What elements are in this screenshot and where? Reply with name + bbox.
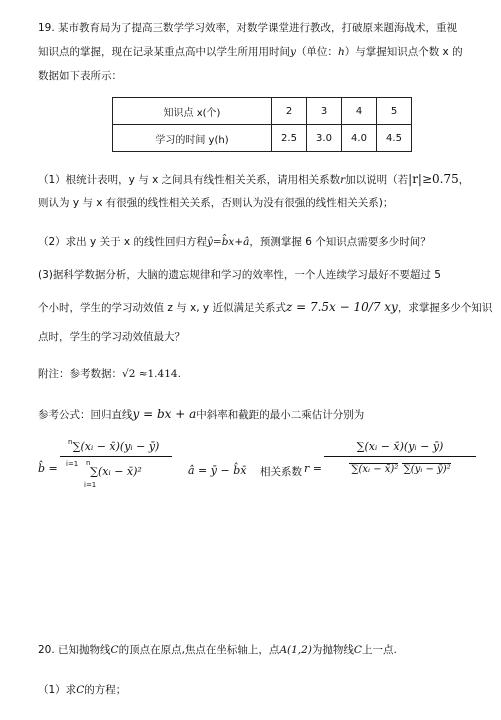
table-cell: 2 <box>272 98 307 125</box>
table-cell: 4 <box>342 98 377 125</box>
q19-line3: 数据如下表所示： <box>38 70 122 82</box>
row-header-time: 学习的时间 y(h) <box>113 125 272 152</box>
formula-block <box>38 440 478 510</box>
correlation-label: 相关系数 <box>260 466 302 478</box>
knowledge-time-table <box>112 97 412 152</box>
table-cell: 5 <box>377 98 412 125</box>
a-hat-formula: â = ȳ − b̂x̄ <box>188 464 247 477</box>
q19-line1: 19. 某市教育局为了提高三数学学习效率，对数学课堂进行教改，打破原来题海战术，重视 <box>38 22 458 34</box>
r-lhs: r = <box>304 462 322 475</box>
q19-part1-line2: 则认为 y 与 x 有很强的线性相关关系，否则认为没有很强的线性相关关系)； <box>38 197 394 209</box>
table-cell: 2.5 <box>272 125 307 152</box>
q20-part1: （1）求C的方程； <box>38 684 127 696</box>
reference-data: 附注：参考数据：√2 ≈1.414. <box>38 368 181 380</box>
q19-part3-line3: 点时，学生的学习动效值最大？ <box>38 331 185 343</box>
q19-part3-line2: 个小时，学生的学习动效值 z 与 x, y 近似满足关系式z = 7.5x − 10/7 xy，求掌握多少个知识 <box>38 300 493 314</box>
condition-formula: |r|≥0.75 <box>408 172 459 186</box>
regression-equation: ŷ=b̂x+â <box>206 236 250 248</box>
q20-line1: 20. 已知抛物线C的顶点在原点,焦点在坐标轴上，点A(1,2)为抛物线C上一点. <box>38 644 397 656</box>
table-cell: 4.0 <box>342 125 377 152</box>
efficiency-formula: z = 7.5x − 10/7 xy <box>285 300 398 314</box>
table-cell: 3 <box>307 98 342 125</box>
q19-part1: （1）根统计表明，y 与 x 之间具有线性相关关系，请用相关系数r加以说明（若|r|≥0.75， <box>38 172 470 186</box>
table-row <box>113 125 412 152</box>
q19-line2: 知识点的掌握，现在记录某重点高中以学生所用用时间y（单位：h）与掌握知识点个数 x 的 <box>38 46 463 58</box>
b-hat-lhs: b̂ = <box>38 462 58 475</box>
row-header-knowledge: 知识点 x(个) <box>113 98 272 125</box>
q19-part2: （2）求出 y 关于 x 的线性回归方程ŷ=b̂x+â，预测掌握 6 个知识点需要多少时间？ <box>38 236 431 248</box>
r-denominator-y: ∑(yᵢ − ȳ)² <box>403 464 451 475</box>
b-hat-denominator: ∑(xᵢ − x̄)² <box>90 465 142 478</box>
table-cell: 3.0 <box>307 125 342 152</box>
b-hat-fraction: n ∑(xᵢ − x̄)(yᵢ − ȳ) i=1 n ∑(xᵢ − x̄)² i=1 <box>60 440 172 478</box>
table-row <box>113 98 412 125</box>
r-numerator: ∑(xᵢ − x̄)(yᵢ − ȳ) <box>356 440 444 453</box>
q19-part3-line1: (3)据科学数据分析，大脑的遗忘规律和学习的效率性，一个人连续学习最好不要超过 5 <box>38 269 441 281</box>
r-fraction <box>324 440 476 475</box>
b-hat-numerator: ∑(xᵢ − x̄)(yᵢ − ȳ) <box>72 440 160 453</box>
table-cell: 4.5 <box>377 125 412 152</box>
r-denominator-x: ∑(xᵢ − x̄)² <box>351 464 399 475</box>
reference-formula-intro: 参考公式：回归直线y = bx + a中斜率和截距的最小二乘估计分别为 <box>38 407 365 421</box>
